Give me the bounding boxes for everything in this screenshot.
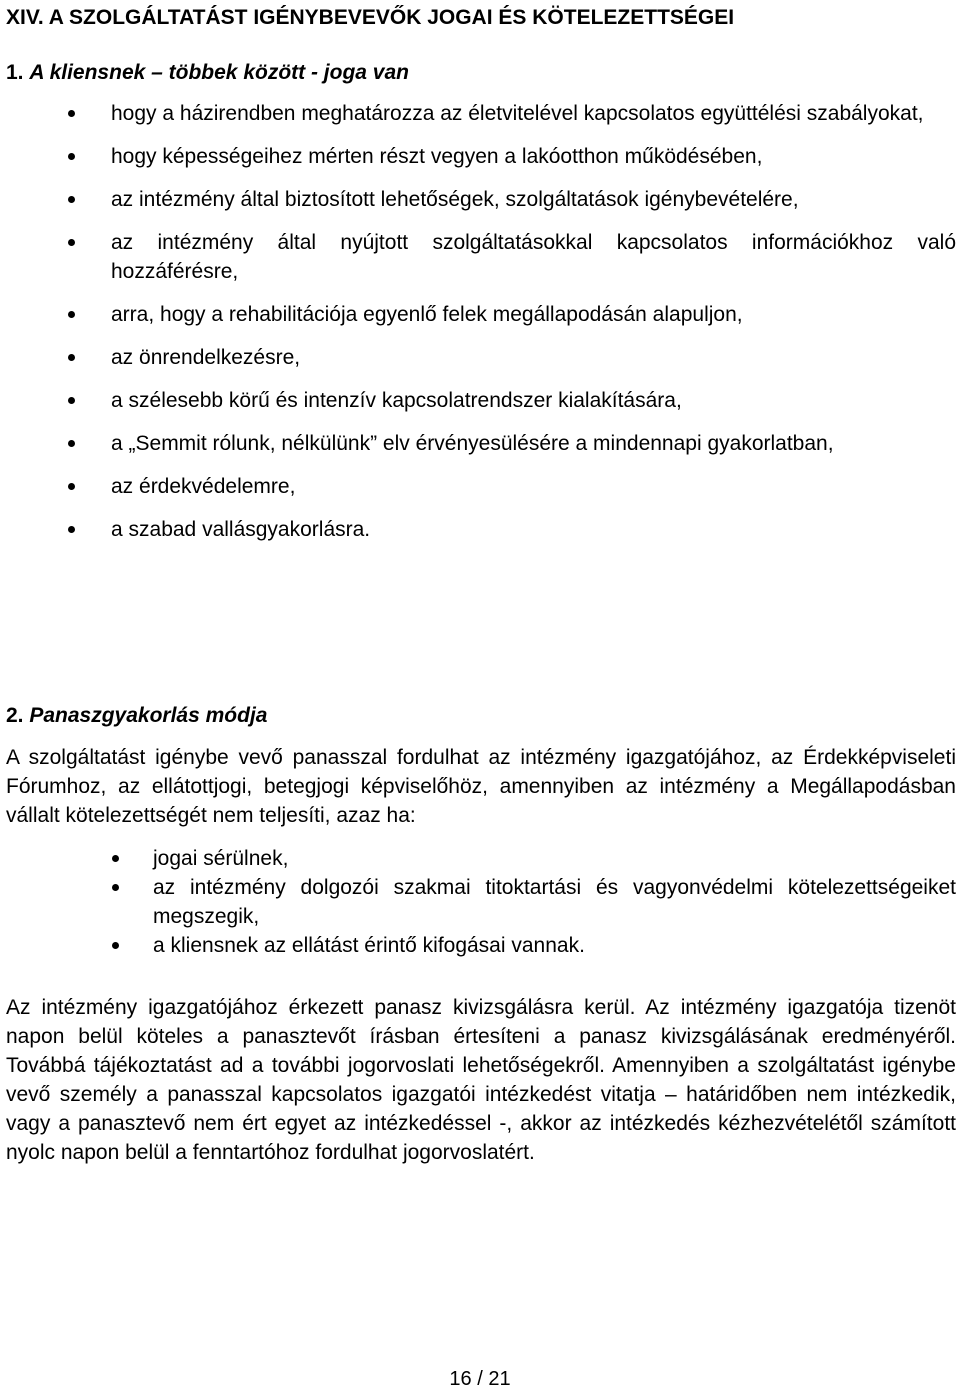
subsection-2-number: 2.	[6, 704, 24, 727]
list-item: hogy a házirendben meghatározza az életvitelével kapcsolatos együttélési szabályokat,	[0, 99, 960, 128]
complaint-procedure-paragraph: Az intézmény igazgatójához érkezett panasz kivizsgálásra kerül. Az intézmény igazgatója tizenöt napon belül köteles a panasztevőt írásban értesíteni a panasz kivizsgálásának eredményéről. Továbbá tájékoztatást ad a további jogorvoslati lehetőségekről. Amennyiben a szolgáltatást igénybe vevő személy a panasszal kapcsolatos igazgatói intézkedést vitatja – határidőben nem intézkedik, vagy a panasztevő nem ért egyet az intézkedéssel -, akkor az intézkedés kézhezvételétől számított nyolc napon belül a fenntartóhoz fordulhat jogorvoslatért.	[6, 996, 956, 1164]
list-item: az intézmény által biztosított lehetőségek, szolgáltatások igénybevételére,	[0, 185, 960, 214]
list-item: az érdekvédelemre,	[0, 472, 960, 501]
page-number: 16 / 21	[449, 1368, 511, 1390]
list-item: az intézmény dolgozói szakmai titoktartási és vagyonvédelmi kötelezettségeiket megszegik,	[0, 873, 960, 931]
list-item: a szélesebb körű és intenzív kapcsolatrendszer kialakítására,	[0, 386, 960, 415]
subsection-2-heading	[6, 703, 946, 729]
complaint-conditions-list	[0, 844, 960, 960]
list-item: jogai sérülnek,	[0, 844, 960, 873]
list-item: arra, hogy a rehabilitációja egyenlő felek megállapodásán alapuljon,	[0, 300, 960, 329]
client-rights-list	[0, 99, 960, 558]
subsection-1-heading	[6, 60, 946, 86]
list-item: a szabad vallásgyakorlásra.	[0, 515, 960, 544]
list-item: hogy képességeihez mérten részt vegyen a lakóotthon működésében,	[0, 142, 960, 171]
list-item: az önrendelkezésre,	[0, 343, 960, 372]
complaint-intro-paragraph: A szolgáltatást igénybe vevő panasszal fordulhat az intézmény igazgatójához, az Érdekképviseleti Fórumhoz, az ellátottjogi, betegjogi képviselőhöz, amennyiben az intézmény a Megállapodásban vállalt kötelezettségét nem teljesíti, azaz ha:	[6, 746, 956, 827]
list-item: az intézmény által nyújtott szolgáltatásokkal kapcsolatos információkhoz való hozzáférésre,	[0, 228, 960, 286]
list-item: a kliensnek az ellátást érintő kifogásai vannak.	[0, 931, 960, 960]
subsection-2-title: Panaszgyakorlás módja	[29, 704, 268, 727]
subsection-1-title: A kliensnek – többek között - joga van	[29, 61, 409, 84]
subsection-1-number: 1.	[6, 61, 24, 84]
section-heading: XIV. A SZOLGÁLTATÁST IGÉNYBEVEVŐK JOGAI ÉS KÖTELEZETTSÉGEI	[6, 6, 735, 29]
list-item: a „Semmit rólunk, nélkülünk” elv érvényesülésére a mindennapi gyakorlatban,	[0, 429, 960, 458]
